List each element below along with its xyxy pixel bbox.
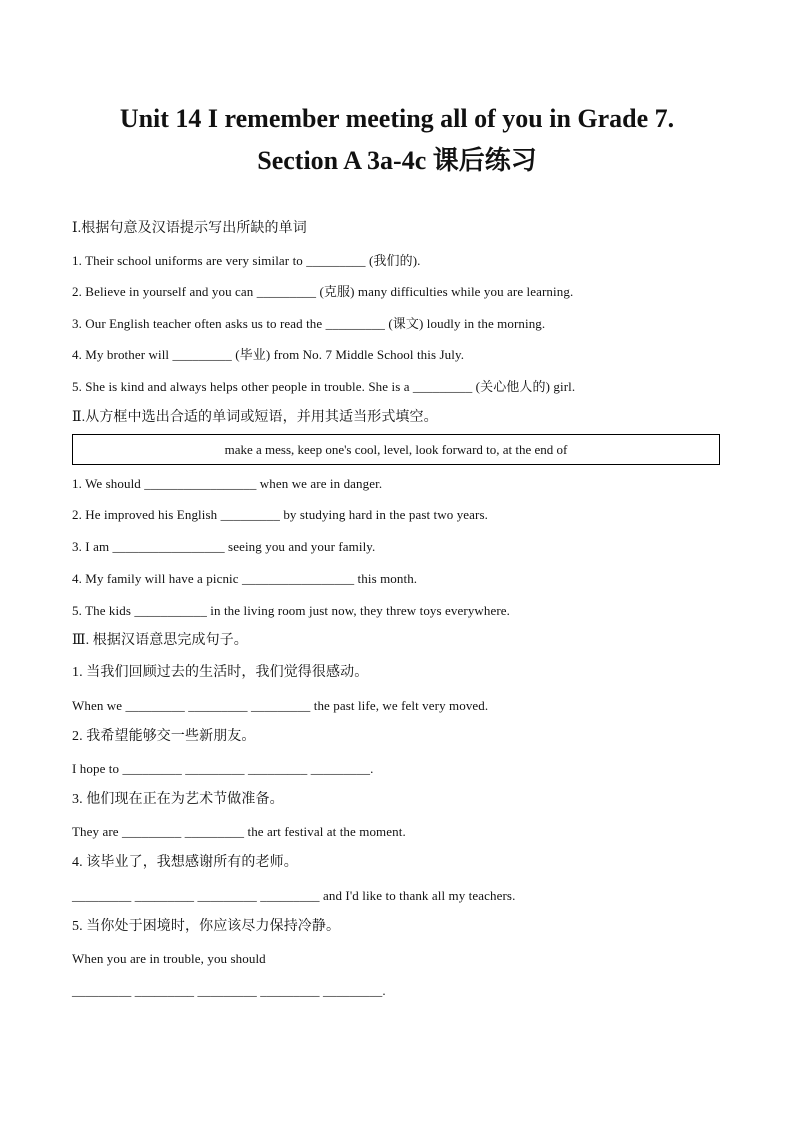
word-box-text: make a mess, keep one's cool, level, look forward to, at the end of [224,441,568,457]
part2-item-1: 1. We should _________________ when we are in danger. [72,476,383,491]
part2-item-4: 4. My family will have a picnic _________________ this month. [72,571,418,586]
part3-item-4-cn: 4. 该毕业了，我想感谢所有的老师。 [72,855,298,870]
part2-item-5: 5. The kids ___________ in the living room just now, they threw toys everywhere. [72,603,511,618]
part1-item-1: 1. Their school uniforms are very similar to _________ (我们的). [72,253,421,268]
part3-item-5-en-blanks: _________ _________ _________ _________ _________. [72,983,386,998]
part3-item-3-cn: 3. 他们现在正在为艺术节做准备。 [72,792,284,807]
part3-item-1-en: When we _________ _________ _________ the past life, we felt very moved. [72,698,489,713]
part3-item-5-cn: 5. 当你处于困境时，你应该尽力保持冷静。 [72,919,341,934]
part3-heading: Ⅲ. 根据汉语意思完成句子。 [72,633,248,648]
part3-item-5-en: When you are in trouble, you should [72,951,266,966]
part1-item-2: 2. Believe in yourself and you can _________ (克服) many difficulties while you are learning. [72,284,574,299]
part3-item-2-cn: 2. 我希望能够交一些新朋友。 [72,729,256,744]
part3-item-1-cn: 1. 当我们回顾过去的生活时，我们觉得很感动。 [72,665,369,680]
part3-item-4-en: _________ _________ _________ _________ and I'd like to thank all my teachers. [72,888,516,903]
part3-item-2-en: I hope to _________ _________ _________ _________. [72,761,374,776]
part1-heading: Ⅰ.根据句意及汉语提示写出所缺的单词 [72,221,307,236]
part1-item-5: 5. She is kind and always helps other people in trouble. She is a _________ (关心他人的) girl. [72,379,576,394]
word-box [72,434,720,465]
part3-item-3-en: They are _________ _________ the art festival at the moment. [72,824,406,839]
title-line-2: Section A 3a-4c 课后练习 [257,146,537,175]
part1-item-3: 3. Our English teacher often asks us to read the _________ (课文) loudly in the morning. [72,316,546,331]
part2-item-3: 3. I am _________________ seeing you and your family. [72,539,376,554]
part2-heading: Ⅱ.从方框中选出合适的单词或短语，并用其适当形式填空。 [72,410,438,425]
part1-item-4: 4. My brother will _________ (毕业) from No. 7 Middle School this July. [72,347,465,362]
title-line-1: Unit 14 I remember meeting all of you in Grade 7. [119,104,675,133]
part2-item-2: 2. He improved his English _________ by studying hard in the past two years. [72,507,488,522]
